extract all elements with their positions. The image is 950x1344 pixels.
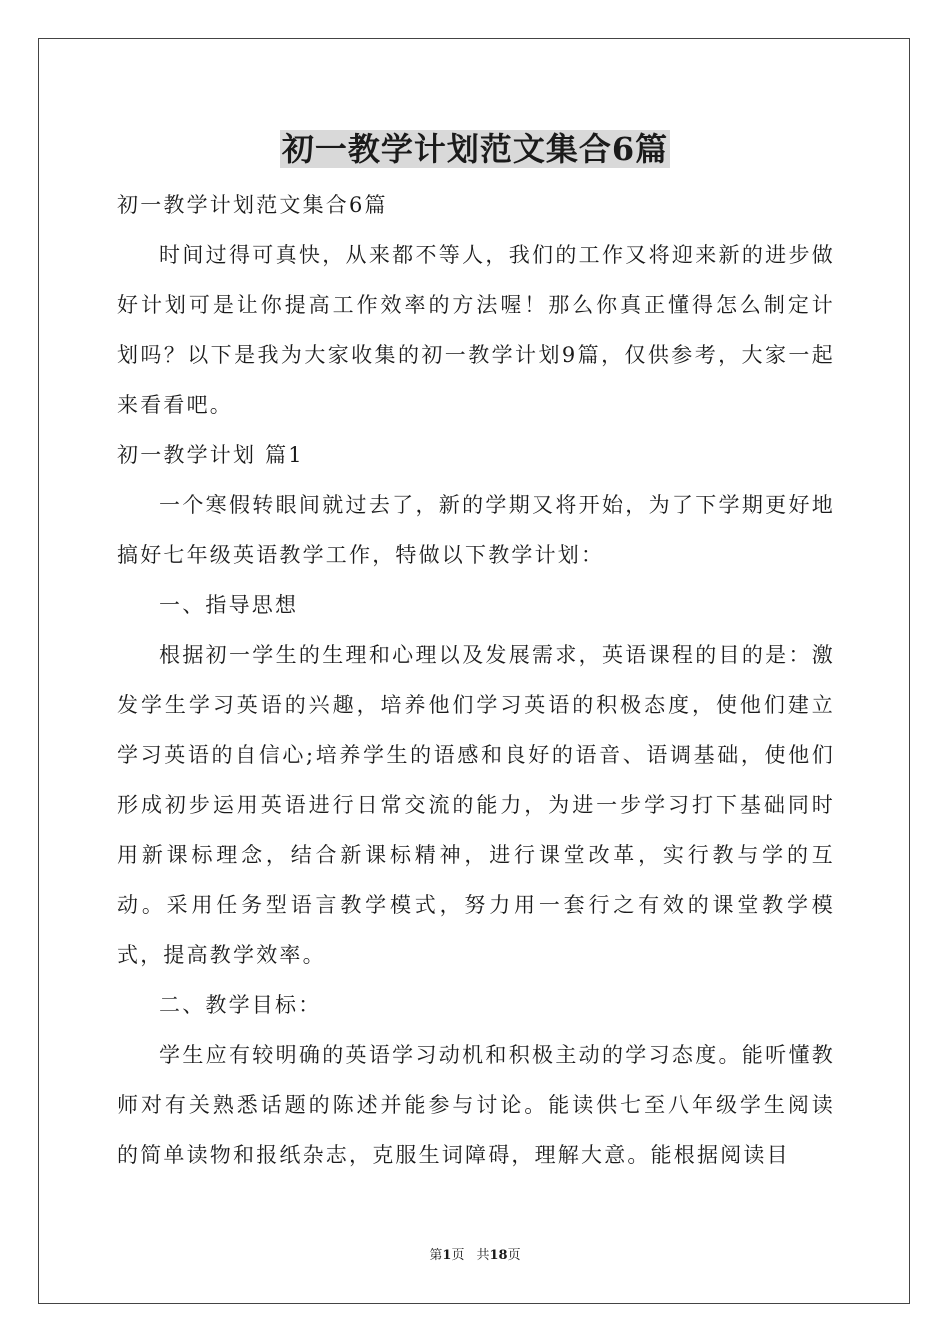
section-heading: 初一教学计划 篇1 — [117, 443, 304, 467]
footer-page-prefix: 第 — [429, 1248, 443, 1263]
page-footer — [0, 1246, 950, 1266]
footer-total-prefix: 共 — [476, 1248, 490, 1263]
body-paragraph: 根据初一学生的生理和心理以及发展需求，英语课程的目的是：激发学生学习英语的兴趣，培养他们学习英语的积极态度，使他们建立学习英语的自信心;培养学生的语感和良好的语音、语调基础，使他们形成初步运用英语进行日常交流的能力，为进一步学习打下基础同时用新课标理念，结合新课标精神，进行课堂改革，实行教与学的互动。采用任务型语言教学模式，努力用一套行之有效的课堂教学模式，提高教学效率。 — [117, 643, 835, 967]
footer-total-suffix: 页 — [507, 1248, 521, 1263]
document-title — [0, 126, 950, 172]
document-title-text: 初一教学计划范文集合6篇 — [281, 130, 669, 168]
body-paragraph: 学生应有较明确的英语学习动机和积极主动的学习态度。能听懂教师对有关熟悉话题的陈述并能参与讨论。能读供七至八年级学生阅读的简单读物和报纸杂志，克服生词障碍，理解大意。能根据阅读目 — [117, 1043, 835, 1167]
footer-total-pages: 18 — [489, 1248, 508, 1263]
subtitle-line: 初一教学计划范文集合6篇 — [117, 193, 388, 217]
intro-paragraph: 时间过得可真快，从来都不等人，我们的工作又将迎来新的进步做好计划可是让你提高工作效率的方法喔！那么你真正懂得怎么制定计划吗？以下是我为大家收集的初一教学计划9篇，仅供参考，大家一起来看看吧。 — [117, 243, 835, 417]
footer-page-number: 1 — [442, 1248, 452, 1263]
subheading-teaching-goals: 二、教学目标： — [159, 993, 322, 1017]
footer-page-suffix: 页 — [451, 1248, 465, 1263]
subheading-guiding-ideology: 一、指导思想 — [159, 593, 299, 617]
body-paragraph: 一个寒假转眼间就过去了，新的学期又将开始，为了下学期更好地搞好七年级英语教学工作，特做以下教学计划： — [117, 493, 835, 567]
document-body — [117, 180, 835, 1180]
